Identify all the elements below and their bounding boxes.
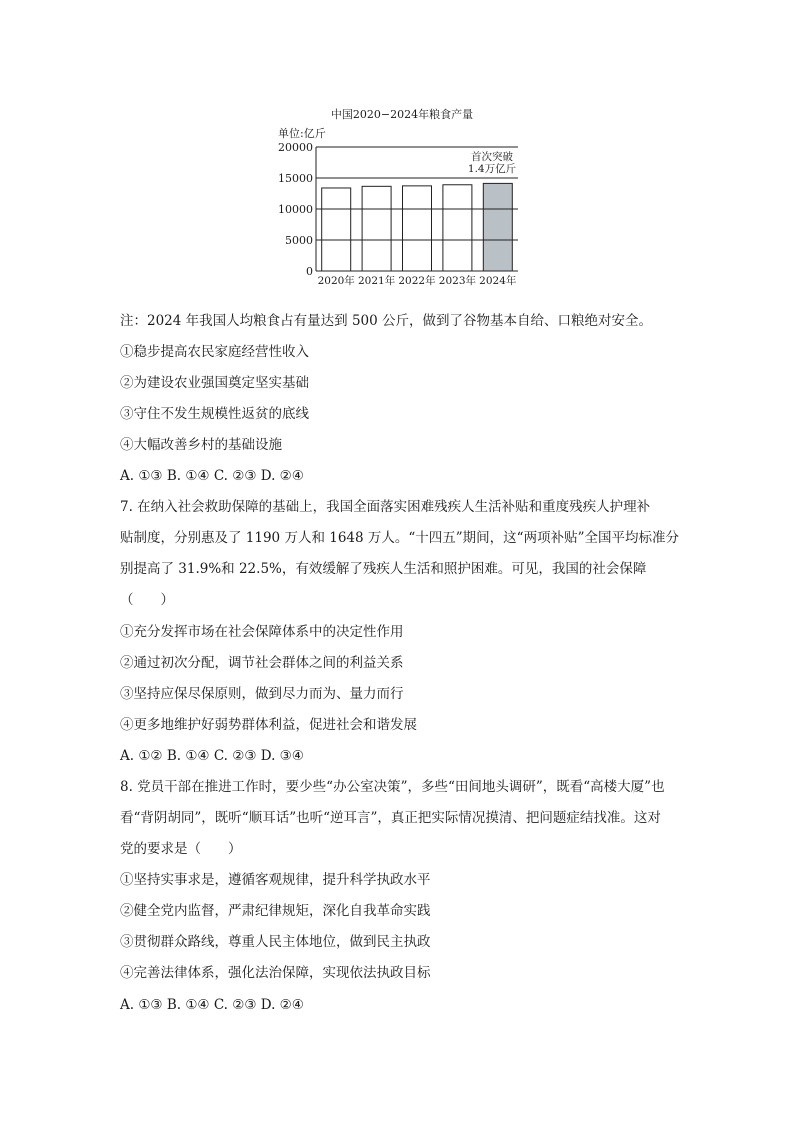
chart-ytick-label: 20000 [278, 141, 313, 154]
q7-option-4: ④更多地维护好弱势群体利益，促进社会和谐发展 [120, 717, 417, 733]
q7-stem-line-1: 7. 在纳入社会救助保障的基础上，我国全面落实困难残疾人生活补贴和重度残疾人护理补 [120, 499, 651, 515]
chart-ytick-label: 0 [306, 265, 313, 278]
q8-option-2: ②健全党内监督，严肃纪律规矩，深化自我革命实践 [120, 903, 431, 919]
chart-unit-label: 单位:亿斤 [278, 127, 326, 140]
q6-answer-choices: A. ①③ B. ①④ C. ②③ D. ②④ [120, 468, 304, 484]
q8-stem-line-3: 党的要求是（ ） [120, 841, 242, 857]
chart-ytick-label: 5000 [285, 234, 313, 247]
q7-option-2: ②通过初次分配，调节社会群体之间的利益关系 [120, 655, 404, 671]
q6-option-2: ②为建设农业强国奠定坚实基础 [120, 375, 309, 391]
chart-xtick-label: 2021年 [357, 275, 396, 287]
q8-option-1: ①坚持实事求是，遵循客观规律，提升科学执政水平 [120, 872, 431, 888]
q8-answer-choices: A. ①③ B. ①④ C. ②③ D. ②④ [120, 997, 304, 1013]
q7-stem-line-4: （ ） [120, 592, 174, 608]
q6-option-4: ④大幅改善乡村的基础设施 [120, 437, 282, 453]
q8-stem-line-1: 8. 党员干部在推进工作时，要少些“办公室决策”，多些“田间地头调研”，既看“高楼大厦”也 [120, 779, 665, 795]
chart-xtick-label: 2022年 [398, 275, 436, 287]
q6-option-3: ③守住不发生规模性返贫的底线 [120, 406, 309, 422]
q8-stem-line-2: 看“背阴胡同”，既听“顺耳话”也听“逆耳言”，真正把实际情况摸清、把问题症结找准。这对 [120, 810, 661, 826]
chart-ytick-label: 10000 [278, 203, 313, 216]
chart-annotation-line2: 1.4万亿斤 [467, 163, 517, 175]
chart-bar [483, 183, 512, 271]
chart-note: 注：2024 年我国人均粮食占有量达到 500 公斤，做到了谷物基本自给、口粮绝对安全。 [120, 313, 652, 329]
chart-xtick-label: 2020年 [317, 275, 355, 287]
q7-stem-line-3: 别提高了 31.9%和 22.5%，有效缓解了残疾人生活和照护困难。可见，我国的社会保障 [120, 561, 647, 577]
q8-option-4: ④完善法律体系，强化法治保障，实现依法执政目标 [120, 965, 431, 981]
q7-answer-choices: A. ①② B. ①④ C. ②③ D. ③④ [120, 748, 304, 764]
chart-bar [322, 188, 351, 271]
q8-option-3: ③贯彻群众路线，尊重人民主体地位，做到民主执政 [120, 934, 431, 950]
chart-xtick-label: 2024年 [479, 275, 517, 287]
q6-option-1: ①稳步提高农民家庭经营性收入 [120, 344, 309, 360]
grain-output-chart [270, 104, 530, 294]
q7-stem-line-2: 贴制度，分别惠及了 1190 万人和 1648 万人。“十四五”期间，这“两项补贴”全国平均标准分 [120, 530, 679, 546]
q7-option-1: ①充分发挥市场在社会保障体系中的决定性作用 [120, 624, 404, 640]
chart-annotation-line1: 首次突破 [471, 151, 513, 163]
chart-bar [443, 185, 472, 271]
q7-option-3: ③坚持应保尽保原则，做到尽力而为、量力而行 [120, 686, 404, 702]
chart-bar [403, 186, 432, 271]
chart-ytick-label: 15000 [278, 172, 313, 185]
chart-svg [270, 104, 530, 294]
chart-bar [362, 186, 391, 271]
chart-xtick-label: 2023年 [438, 275, 477, 287]
chart-title: 中国2020−2024年粮食产量 [330, 108, 474, 121]
